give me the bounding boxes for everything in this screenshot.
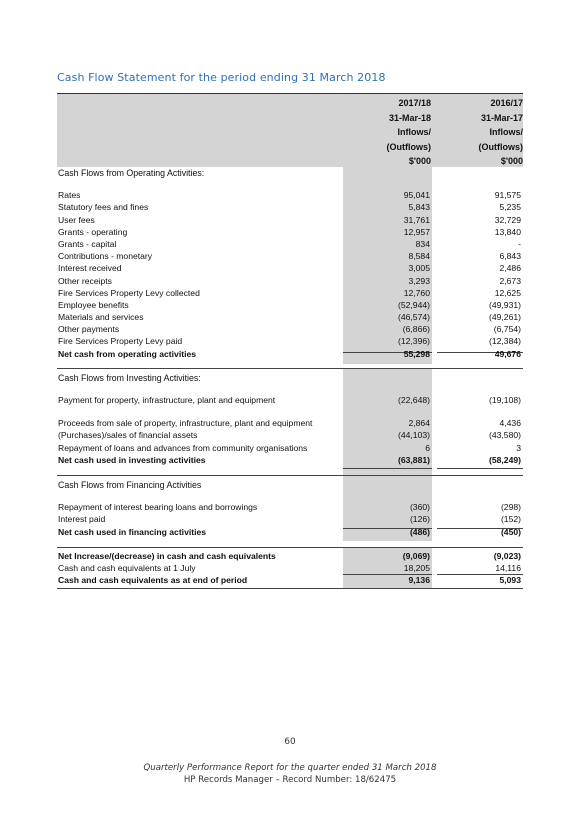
closing-balance-row: Cash and cash equivalents as at end of period 9,136 5,093 — [58, 575, 521, 586]
value-2016-17: 6,843 — [499, 251, 521, 262]
financing-section — [57, 475, 523, 538]
value-2016-17: (6,754) — [493, 324, 521, 335]
total-row: Net cash used in financing activities (486) (450) — [58, 526, 521, 537]
table-row — [57, 429, 523, 441]
table-row — [57, 335, 523, 347]
row-label: Fire Services Property Levy collected — [58, 287, 200, 298]
value-2016-17: 91,575 — [494, 190, 521, 201]
row-label: Rates — [58, 190, 81, 201]
table-row — [57, 311, 523, 323]
row-label: Repayment of interest bearing loans and borrowings — [58, 502, 258, 513]
value-2016-17: 5,235 — [499, 202, 521, 213]
table-row — [57, 501, 523, 513]
table-row — [57, 238, 523, 250]
value-2017-18: 12,760 — [403, 287, 430, 298]
table-row — [57, 417, 523, 429]
total-row: Net cash used in investing activities (63,881) (58,249) — [58, 454, 521, 465]
value-2017-18: 2,864 — [408, 418, 430, 429]
table-row — [57, 287, 523, 299]
value-2017-18: (6,866) — [402, 324, 430, 335]
value-2017-18: 8,584 — [408, 251, 430, 262]
investing-section — [57, 368, 523, 466]
row-label: Interest received — [58, 263, 122, 274]
row-label: Grants - operating — [58, 226, 128, 237]
row-label: Materials and services — [58, 312, 144, 323]
value-2017-18: 5,843 — [408, 202, 430, 213]
value-2017-18: (126) — [409, 514, 430, 525]
table-row — [57, 442, 523, 454]
header-col-2016-17: 2016/17 31-Mar-17 Inflows/ (Outflows) $'000 — [478, 98, 523, 166]
table-row — [57, 226, 523, 238]
value-2016-17: (49,931) — [488, 299, 521, 310]
value-2016-17: 3 — [516, 442, 521, 453]
net-change-row: Net Increase/(decrease) in cash and cash equivalents (9,069) (9,023) — [58, 550, 521, 561]
value-2016-17: 2,486 — [499, 263, 521, 274]
page-number: 60 — [284, 737, 296, 747]
operating-rows — [57, 189, 523, 347]
value-2016-17: - — [518, 238, 521, 249]
table-row — [57, 299, 523, 311]
footer-record-number: HP Records Manager – Record Number: 18/62475 — [183, 775, 397, 785]
row-label: Contributions - monetary — [58, 251, 153, 262]
cash-flow-table — [57, 93, 523, 586]
value-2017-18: (44,103) — [397, 430, 430, 441]
table-row — [57, 189, 523, 201]
row-label: Interest paid — [58, 514, 106, 525]
value-2016-17: 13,840 — [494, 226, 521, 237]
row-label: Other payments — [58, 324, 120, 335]
table-header — [57, 93, 523, 167]
value-2017-18: 6 — [425, 442, 430, 453]
table-row — [57, 214, 523, 226]
table-row — [57, 262, 523, 274]
section-heading: Cash Flows from Financing Activities — [58, 479, 202, 490]
table-row — [57, 250, 523, 262]
row-label: User fees — [58, 214, 95, 225]
summary-section — [57, 547, 523, 587]
value-2017-18: (46,574) — [397, 312, 430, 323]
value-2016-17: 4,436 — [499, 418, 521, 429]
value-2017-18: (360) — [409, 502, 430, 513]
total-row: Net cash from operating activities 55,298 49,676 — [58, 348, 521, 359]
table-row — [57, 323, 523, 335]
row-label: Statutory fees and fines — [58, 202, 149, 213]
row-label: Other receipts — [58, 275, 112, 286]
row-label: Repayment of loans and advances from community organisations — [58, 442, 308, 453]
value-2016-17: (12,384) — [488, 336, 521, 347]
page-title: Cash Flow Statement for the period ending 31 March 2018 — [57, 71, 386, 84]
operating-section — [57, 167, 523, 360]
value-2016-17: (49,261) — [488, 312, 521, 323]
section-heading: Cash Flows from Operating Activities: — [58, 168, 205, 178]
value-2017-18: (52,944) — [397, 299, 430, 310]
value-2017-18: 834 — [415, 238, 430, 249]
value-2016-17: 2,673 — [499, 275, 521, 286]
value-2016-17: 32,729 — [494, 214, 521, 225]
financing-rows — [57, 501, 523, 525]
opening-balance-row: Cash and cash equivalents at 1 July 18,205 14,116 — [58, 562, 521, 573]
value-2017-18: 95,041 — [403, 190, 430, 201]
row-label: Fire Services Property Levy paid — [58, 336, 183, 347]
value-2017-18: 12,957 — [403, 226, 430, 237]
table-row — [57, 275, 523, 287]
value-2017-18: (12,396) — [397, 336, 430, 347]
value-2016-17: (298) — [500, 502, 521, 513]
table-row: Payment for property, infrastructure, plant and equipment (22,648) (19,108) — [58, 395, 521, 405]
investing-rows — [57, 417, 523, 454]
row-label: Employee benefits — [58, 299, 129, 310]
value-2017-18: 31,761 — [403, 214, 430, 225]
value-2016-17: (152) — [500, 514, 521, 525]
table-row — [57, 201, 523, 213]
value-2017-18: 3,293 — [408, 275, 430, 286]
row-label: Proceeds from sale of property, infrastructure, plant and equipment — [58, 418, 313, 429]
value-2016-17: 12,625 — [494, 287, 521, 298]
table-row — [57, 513, 523, 525]
section-heading: Cash Flows from Investing Activities: — [58, 372, 201, 383]
row-label: Grants - capital — [58, 238, 117, 249]
row-label: (Purchases)/sales of financial assets — [58, 430, 198, 441]
footer-report-title: Quarterly Performance Report for the quarter ended 31 March 2018 — [143, 763, 437, 773]
value-2017-18: 3,005 — [408, 263, 430, 274]
header-col-2017-18: 2017/18 31-Mar-18 Inflows/ (Outflows) $'000 — [386, 98, 431, 166]
value-2016-17: (43,580) — [488, 430, 521, 441]
